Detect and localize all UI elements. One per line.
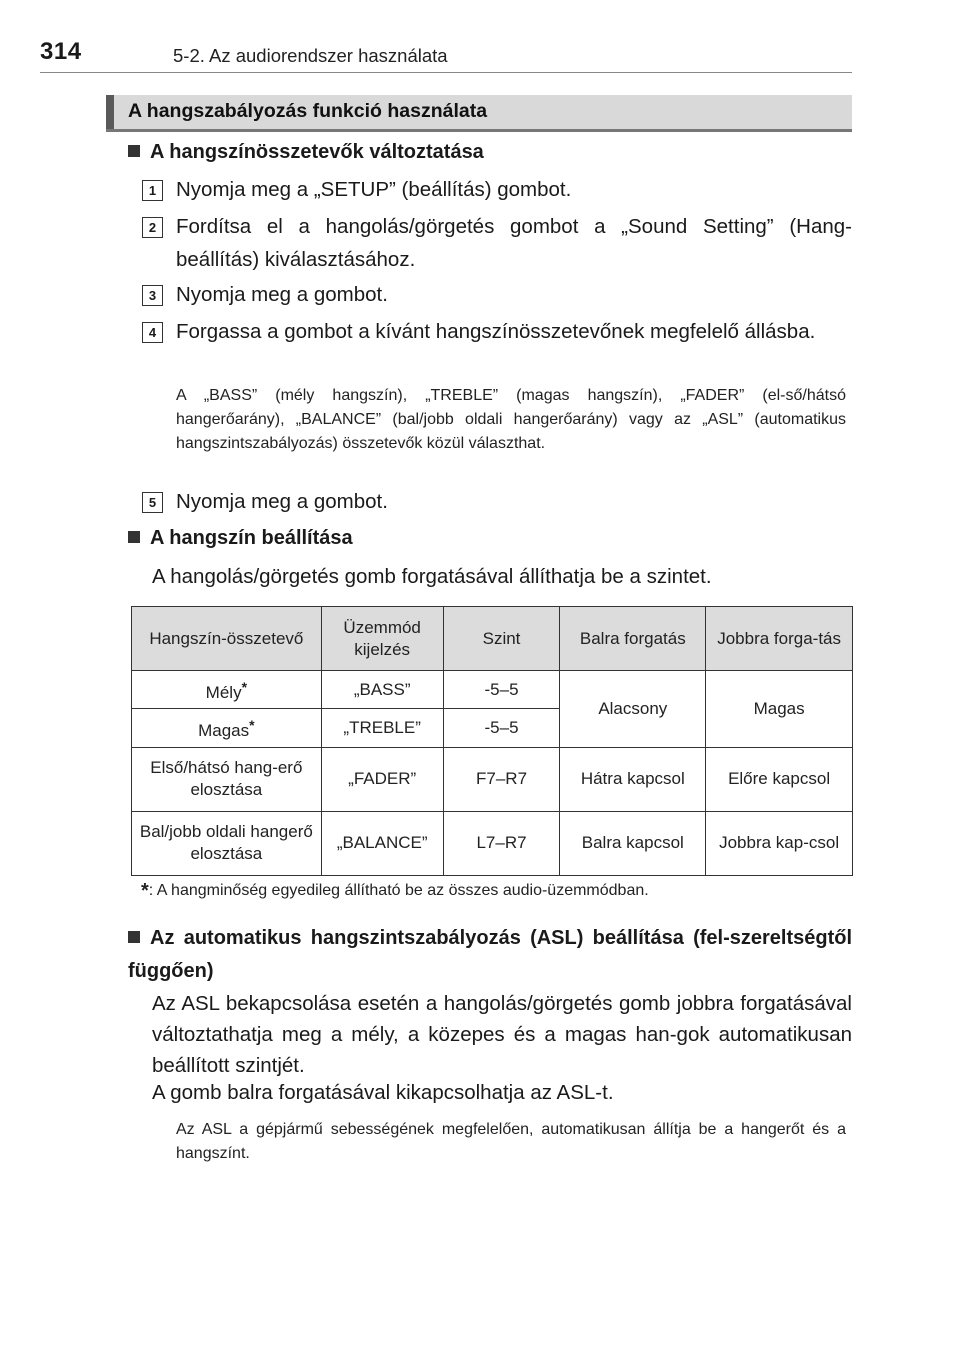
table-row	[132, 811, 853, 875]
asterisk-mark: *	[249, 716, 255, 733]
cell-right-turn-shared: Magas	[706, 671, 853, 747]
step-5-text: Nyomja meg a gombot.	[176, 490, 388, 513]
cell-component: Mély*	[132, 671, 322, 709]
step-number-5: 5	[142, 492, 163, 513]
subsection-heading-tone-adjust: A hangszín beállítása	[128, 527, 353, 550]
cell-component: Magas*	[132, 709, 322, 747]
cell-mode: „BALANCE”	[321, 811, 443, 875]
cell-mode: „TREBLE”	[321, 709, 443, 747]
step-3-text: Nyomja meg a gombot.	[176, 283, 388, 306]
square-bullet-icon	[128, 531, 140, 543]
cell-level: -5–5	[443, 709, 560, 747]
step-number-3: 3	[142, 285, 163, 306]
cell-left-turn: Hátra kapcsol	[560, 747, 706, 811]
section-title: A hangszabályozás funkció használata	[128, 100, 488, 122]
table-footnote: *: A hangminőség egyedileg állítható be az összes audio-üzemmódban.	[141, 880, 649, 902]
step-number-4: 4	[142, 322, 163, 343]
asl-off-text: A gomb balra forgatásával kikapcsolhatja az ASL-t.	[152, 1081, 614, 1104]
section-title-bar	[106, 95, 852, 132]
square-bullet-icon	[128, 145, 140, 157]
step-number-2: 2	[142, 217, 163, 238]
subsection-heading-asl: Az automatikus hangszintszabályozás (ASL) beállítása (fel-szereltségtől függően)	[128, 927, 852, 982]
asl-note: Az ASL a gépjármű sebességének megfelelően, automatikusan állítja be a hangerőt és a hangszínt.	[176, 1121, 846, 1162]
header-mode: Üzemmód kijelzés	[321, 607, 443, 671]
cell-level: L7–R7	[443, 811, 560, 875]
table-row	[132, 671, 853, 709]
cell-level: F7–R7	[443, 747, 560, 811]
asterisk-mark: *	[241, 678, 248, 695]
header-left-turn: Balra forgatás	[560, 607, 706, 671]
cell-right-turn: Jobbra kap-csol	[706, 811, 853, 875]
footnote-asterisk: *	[141, 880, 149, 902]
chapter-title: 5-2. Az audiorendszer használata	[173, 45, 448, 66]
header-component: Hangszín-összetevő	[132, 607, 322, 671]
cell-level: -5–5	[443, 671, 560, 709]
cell-mode: „FADER”	[321, 747, 443, 811]
step-2-text: Fordítsa el a hangolás/görgetés gombot a „Sound Setting” (Hang-beállítás) kiválasztásához.	[176, 215, 852, 271]
table-row	[132, 747, 853, 811]
asl-text: Az ASL bekapcsolása esetén a hangolás/görgetés gomb jobbra forgatásával változtathatja meg a mély, a közepes és a magas han-gok automatikusan beállított szintjét.	[152, 992, 852, 1077]
tone-settings-table	[131, 606, 853, 876]
cell-right-turn: Előre kapcsol	[706, 747, 853, 811]
tone-adjust-text: A hangolás/görgetés gomb forgatásával állíthatja be a szintet.	[152, 565, 712, 588]
section-bar-accent	[106, 95, 114, 129]
cell-component: Első/hátsó hang-erő elosztása	[132, 747, 322, 811]
components-note: A „BASS” (mély hangszín), „TREBLE” (magas hangszín), „FADER” (el-ső/hátsó hangerőarány), „BALANCE” (bal/jobb oldali hangerőarány) vagy az „ASL” (automatikus hangszintszabályozás) összetevők közül választhat.	[176, 387, 846, 452]
cell-left-turn-shared: Alacsony	[560, 671, 706, 747]
step-1-text: Nyomja meg a „SETUP” (beállítás) gombot.	[176, 178, 572, 201]
page-number: 314	[40, 38, 82, 65]
step-number-1: 1	[142, 180, 163, 201]
square-bullet-icon	[128, 931, 140, 943]
cell-component: Bal/jobb oldali hangerő elosztása	[132, 811, 322, 875]
cell-left-turn: Balra kapcsol	[560, 811, 706, 875]
header-level: Szint	[443, 607, 560, 671]
header-divider	[40, 72, 852, 73]
step-4-text: Forgassa a gombot a kívánt hangszínösszetevőnek megfelelő állásba.	[176, 320, 816, 343]
subsection-heading-tone-components: A hangszínösszetevők változtatása	[128, 141, 484, 164]
cell-mode: „BASS”	[321, 671, 443, 709]
header-right-turn: Jobbra forga-tás	[706, 607, 853, 671]
table-header-row	[132, 607, 853, 671]
